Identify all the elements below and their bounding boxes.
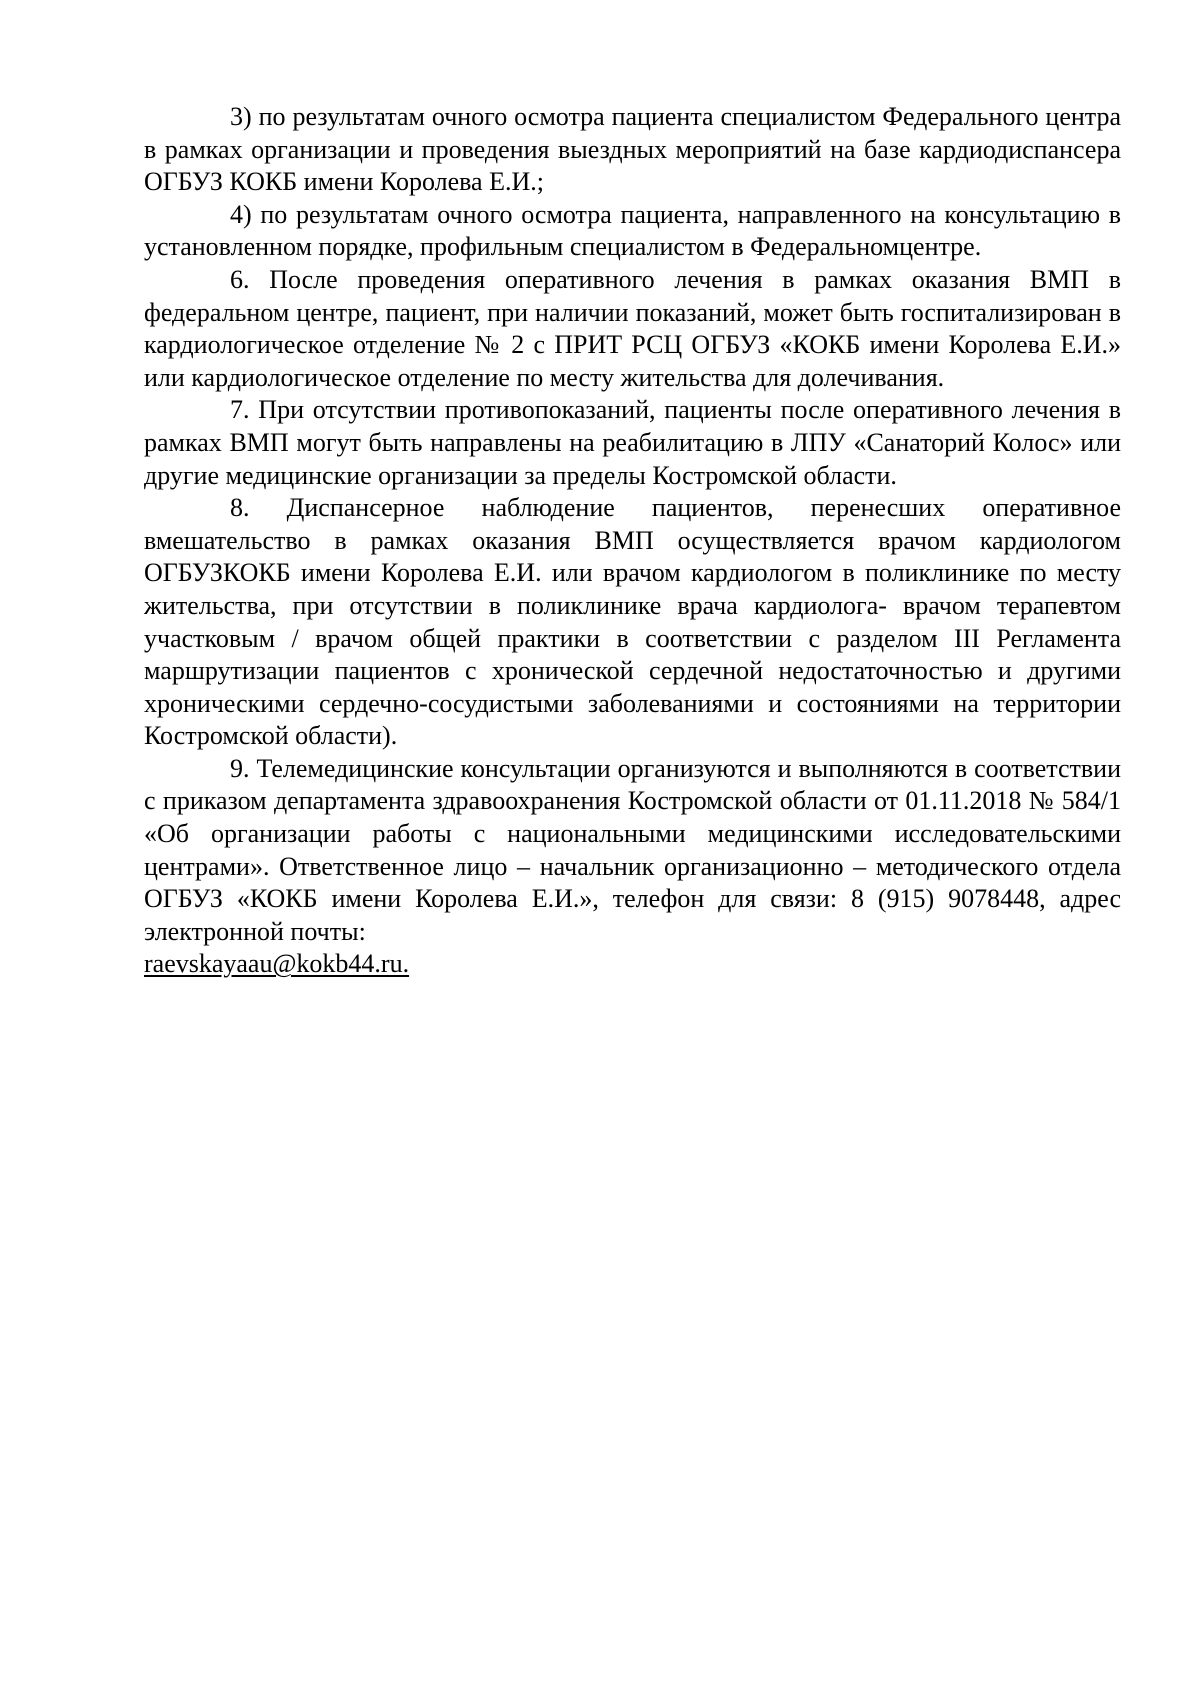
email-line — [144, 948, 1121, 981]
paragraph-item-4: 4) по результатам очного осмотра пациента, направленного на консультацию в установленном порядке, профильным специалистом в Федеральномцентре. — [144, 199, 1121, 262]
paragraph-6: 6. После проведения оперативного лечения в рамках оказания ВМП в федеральном центре, пациент, при наличии показаний, может быть госпитализирован в кардиологическое отделение № 2 с ПРИТ РСЦ ОГБУЗ «КОКБ имени Королева Е.И.» или кардиологическое отделение по месту жительства для долечивания. — [144, 264, 1121, 392]
email-link[interactable]: raevskayaau@kokb44.ru. — [144, 949, 410, 979]
paragraph-7: 7. При отсутствии противопоказаний, пациенты после оперативного лечения в рамках ВМП могут быть направлены на реабилитацию в ЛПУ «Санаторий Колос» или другие медицинские организации за пределы Костромской области. — [144, 395, 1121, 490]
document-body — [144, 101, 1121, 981]
paragraph-8: 8. Диспансерное наблюдение пациентов, перенесших оперативное вмешательство в рамках оказания ВМП осуществляется врачом кардиологом ОГБУЗКОКБ имени Королева Е.И. или врачом кардиологом в поликлинике по месту жительства, при отсутствии в поликлинике врача кардиолога- врачом терапевтом участковым / врачом общей практики в соответствии с разделом III Регламента маршрутизации пациентов с хронической сердечной недостаточностью и другими хроническими сердечно-сосудистыми заболеваниями и состояниями на территории Костромской области). — [144, 493, 1121, 751]
paragraph-item-3: 3) по результатам очного осмотра пациента специалистом Федерального центра в рамках организации и проведения выездных мероприятий на базе кардиодиспансера ОГБУЗ КОКБ имени Королева Е.И.; — [144, 102, 1121, 197]
paragraph-9: 9. Телемедицинские консультации организуются и выполняются в соответствии с приказом департамента здравоохранения Костромской области от 01.11.2018 № 584/1 «Об организации работы с национальными медицинскими исследовательскими центрами». Ответственное лицо – начальник организационно – методического отдела ОГБУЗ «КОКБ имени Королева Е.И.», телефон для связи: 8 (915) 9078448, адрес электронной почты: — [144, 753, 1121, 946]
